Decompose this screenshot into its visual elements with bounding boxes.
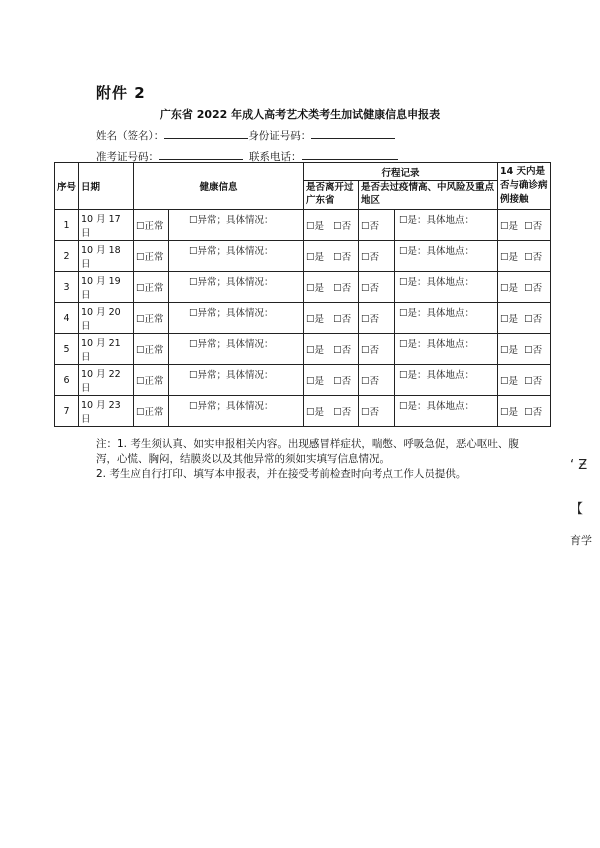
no-option[interactable]: ☐否	[524, 314, 543, 325]
yes-option[interactable]: ☐是	[500, 345, 519, 356]
yes-option[interactable]: ☐是	[306, 345, 325, 356]
risk-area-yes-location[interactable]	[395, 303, 498, 334]
phone-label: 联系电话：	[249, 151, 302, 163]
contact-options[interactable]	[498, 365, 551, 396]
risk-area-yes-location[interactable]	[395, 241, 498, 272]
left-gd-options[interactable]	[304, 365, 359, 396]
no-option[interactable]: ☐否	[333, 407, 352, 418]
health-report-table	[54, 162, 551, 427]
table-row	[55, 210, 551, 241]
no-option[interactable]: ☐否	[524, 376, 543, 387]
contact-options[interactable]	[498, 334, 551, 365]
no-option[interactable]: ☐否	[361, 314, 380, 325]
abnormal-option[interactable]	[169, 396, 304, 427]
header-contact: 14 天内是否与确诊病例接触	[498, 163, 551, 210]
risk-area-no-option[interactable]	[359, 272, 395, 303]
row-seq: 4	[55, 303, 79, 334]
table-row	[55, 241, 551, 272]
risk-area-yes-location[interactable]	[395, 272, 498, 303]
table-row	[55, 303, 551, 334]
contact-options[interactable]	[498, 210, 551, 241]
abnormal-option[interactable]	[169, 303, 304, 334]
notes	[96, 437, 526, 482]
yes-option[interactable]: ☐是	[306, 314, 325, 325]
abnormal-option-label: ☐异常；具体情况：	[189, 339, 274, 350]
yes-location-label: ☐是：具体地点：	[399, 370, 475, 381]
yes-location-label: ☐是：具体地点：	[399, 308, 475, 319]
contact-options[interactable]	[498, 241, 551, 272]
no-option[interactable]: ☐否	[524, 345, 543, 356]
yes-option[interactable]: ☐是	[306, 283, 325, 294]
abnormal-option-label: ☐异常；具体情况：	[189, 370, 274, 381]
header-seq: 序号	[55, 163, 79, 210]
abnormal-option[interactable]	[169, 210, 304, 241]
id-blank[interactable]	[311, 129, 395, 139]
abnormal-option-label: ☐异常；具体情况：	[189, 401, 274, 412]
no-option[interactable]: ☐否	[333, 314, 352, 325]
name-label: 姓名（签名）：	[96, 130, 165, 142]
contact-options[interactable]	[498, 272, 551, 303]
name-blank[interactable]	[164, 129, 248, 139]
abnormal-option[interactable]	[169, 241, 304, 272]
normal-option[interactable]	[134, 334, 169, 365]
risk-area-yes-location[interactable]	[395, 210, 498, 241]
normal-option-label: ☐正常	[136, 283, 164, 294]
contact-options[interactable]	[498, 303, 551, 334]
no-option[interactable]: ☐否	[524, 252, 543, 263]
abnormal-option[interactable]	[169, 272, 304, 303]
yes-location-label: ☐是：具体地点：	[399, 401, 475, 412]
exam-no-blank[interactable]	[159, 150, 243, 160]
row-seq: 7	[55, 396, 79, 427]
yes-option[interactable]: ☐是	[500, 283, 519, 294]
attachment-label: 附件 2	[96, 84, 146, 102]
no-option[interactable]: ☐否	[361, 283, 380, 294]
no-option[interactable]: ☐否	[524, 283, 543, 294]
margin-mark-3: 育学	[570, 534, 592, 547]
left-gd-options[interactable]	[304, 334, 359, 365]
table-row	[55, 272, 551, 303]
row-seq: 5	[55, 334, 79, 365]
table-row	[55, 334, 551, 365]
normal-option-label: ☐正常	[136, 407, 164, 418]
yes-location-label: ☐是：具体地点：	[399, 215, 475, 226]
abnormal-option[interactable]	[169, 365, 304, 396]
row-date: 10 月 20 日	[79, 303, 134, 334]
no-option[interactable]: ☐否	[361, 221, 380, 232]
yes-location-label: ☐是：具体地点：	[399, 339, 475, 350]
risk-area-no-option[interactable]	[359, 303, 395, 334]
row-date: 10 月 23 日	[79, 396, 134, 427]
yes-option[interactable]: ☐是	[500, 314, 519, 325]
no-option[interactable]: ☐否	[524, 221, 543, 232]
no-option[interactable]: ☐否	[361, 376, 380, 387]
row-seq: 1	[55, 210, 79, 241]
risk-area-no-option[interactable]	[359, 334, 395, 365]
yes-option[interactable]: ☐是	[306, 252, 325, 263]
phone-blank[interactable]	[302, 150, 398, 160]
yes-location-label: ☐是：具体地点：	[399, 246, 475, 257]
yes-option[interactable]: ☐是	[306, 221, 325, 232]
risk-area-no-option[interactable]	[359, 241, 395, 272]
header-health: 健康信息	[134, 163, 304, 210]
yes-option[interactable]: ☐是	[500, 221, 519, 232]
risk-area-yes-location[interactable]	[395, 396, 498, 427]
risk-area-yes-location[interactable]	[395, 365, 498, 396]
row-seq: 3	[55, 272, 79, 303]
name-id-line	[96, 128, 395, 143]
normal-option[interactable]	[134, 365, 169, 396]
no-option[interactable]: ☐否	[333, 252, 352, 263]
abnormal-option-label: ☐异常；具体情况：	[189, 246, 274, 257]
normal-option[interactable]	[134, 396, 169, 427]
normal-option[interactable]	[134, 241, 169, 272]
contact-options[interactable]	[498, 396, 551, 427]
no-option[interactable]: ☐否	[361, 252, 380, 263]
no-option[interactable]: ☐否	[333, 345, 352, 356]
no-option[interactable]: ☐否	[333, 283, 352, 294]
abnormal-option-label: ☐异常；具体情况：	[189, 277, 274, 288]
table-row	[55, 365, 551, 396]
form-title: 广东省 2022 年成人高考艺术类考生加试健康信息申报表	[159, 108, 441, 121]
yes-location-label: ☐是：具体地点：	[399, 277, 475, 288]
abnormal-option[interactable]	[169, 334, 304, 365]
table-row	[55, 396, 551, 427]
normal-option-label: ☐正常	[136, 221, 164, 232]
yes-option[interactable]: ☐是	[500, 376, 519, 387]
risk-area-yes-location[interactable]	[395, 334, 498, 365]
header-itinerary: 行程记录	[304, 163, 498, 181]
left-gd-options[interactable]	[304, 210, 359, 241]
header-left-gd: 是否离开过广东省	[304, 181, 359, 210]
yes-option[interactable]: ☐是	[306, 407, 325, 418]
exam-no-label: 准考证号码：	[96, 151, 159, 163]
row-date: 10 月 22 日	[79, 365, 134, 396]
row-date: 10 月 17 日	[79, 210, 134, 241]
row-date: 10 月 19 日	[79, 272, 134, 303]
normal-option[interactable]	[134, 303, 169, 334]
id-label: 身份证号码：	[248, 130, 312, 142]
no-option[interactable]: ☐否	[524, 407, 543, 418]
normal-option-label: ☐正常	[136, 345, 164, 356]
normal-option-label: ☐正常	[136, 252, 164, 263]
row-seq: 6	[55, 365, 79, 396]
note-2: 2. 考生应自行打印、填写本申报表，并在接受考前检查时向考点工作人员提供。	[96, 468, 467, 480]
row-date: 10 月 21 日	[79, 334, 134, 365]
margin-mark-1: ‘ Ƶ	[570, 458, 588, 473]
normal-option[interactable]	[134, 272, 169, 303]
abnormal-option-label: ☐异常；具体情况：	[189, 308, 274, 319]
normal-option[interactable]	[134, 210, 169, 241]
normal-option-label: ☐正常	[136, 376, 164, 387]
row-date: 10 月 18 日	[79, 241, 134, 272]
yes-option[interactable]: ☐是	[306, 376, 325, 387]
yes-option[interactable]: ☐是	[500, 407, 519, 418]
table-body	[55, 210, 551, 427]
no-option[interactable]: ☐否	[361, 345, 380, 356]
header-date: 日期	[79, 163, 134, 210]
left-gd-options[interactable]	[304, 396, 359, 427]
normal-option-label: ☐正常	[136, 314, 164, 325]
left-gd-options[interactable]	[304, 272, 359, 303]
left-gd-options[interactable]	[304, 303, 359, 334]
no-option[interactable]: ☐否	[333, 376, 352, 387]
risk-area-no-option[interactable]	[359, 210, 395, 241]
yes-option[interactable]: ☐是	[500, 252, 519, 263]
left-gd-options[interactable]	[304, 241, 359, 272]
risk-area-no-option[interactable]	[359, 396, 395, 427]
abnormal-option-label: ☐异常；具体情况：	[189, 215, 274, 226]
no-option[interactable]: ☐否	[361, 407, 380, 418]
header-risk-area: 是否去过疫情高、中风险及重点地区	[359, 181, 498, 210]
risk-area-no-option[interactable]	[359, 365, 395, 396]
row-seq: 2	[55, 241, 79, 272]
note-1: 注：1. 考生须认真、如实申报相关内容。出现感冒样症状，喘憋、呼吸急促，恶心呕吐、腹泻，心慌、胸闷，结膜炎以及其他异常的须如实填写信息情况。	[96, 438, 519, 465]
margin-mark-2: 【	[570, 502, 584, 517]
no-option[interactable]: ☐否	[333, 221, 352, 232]
